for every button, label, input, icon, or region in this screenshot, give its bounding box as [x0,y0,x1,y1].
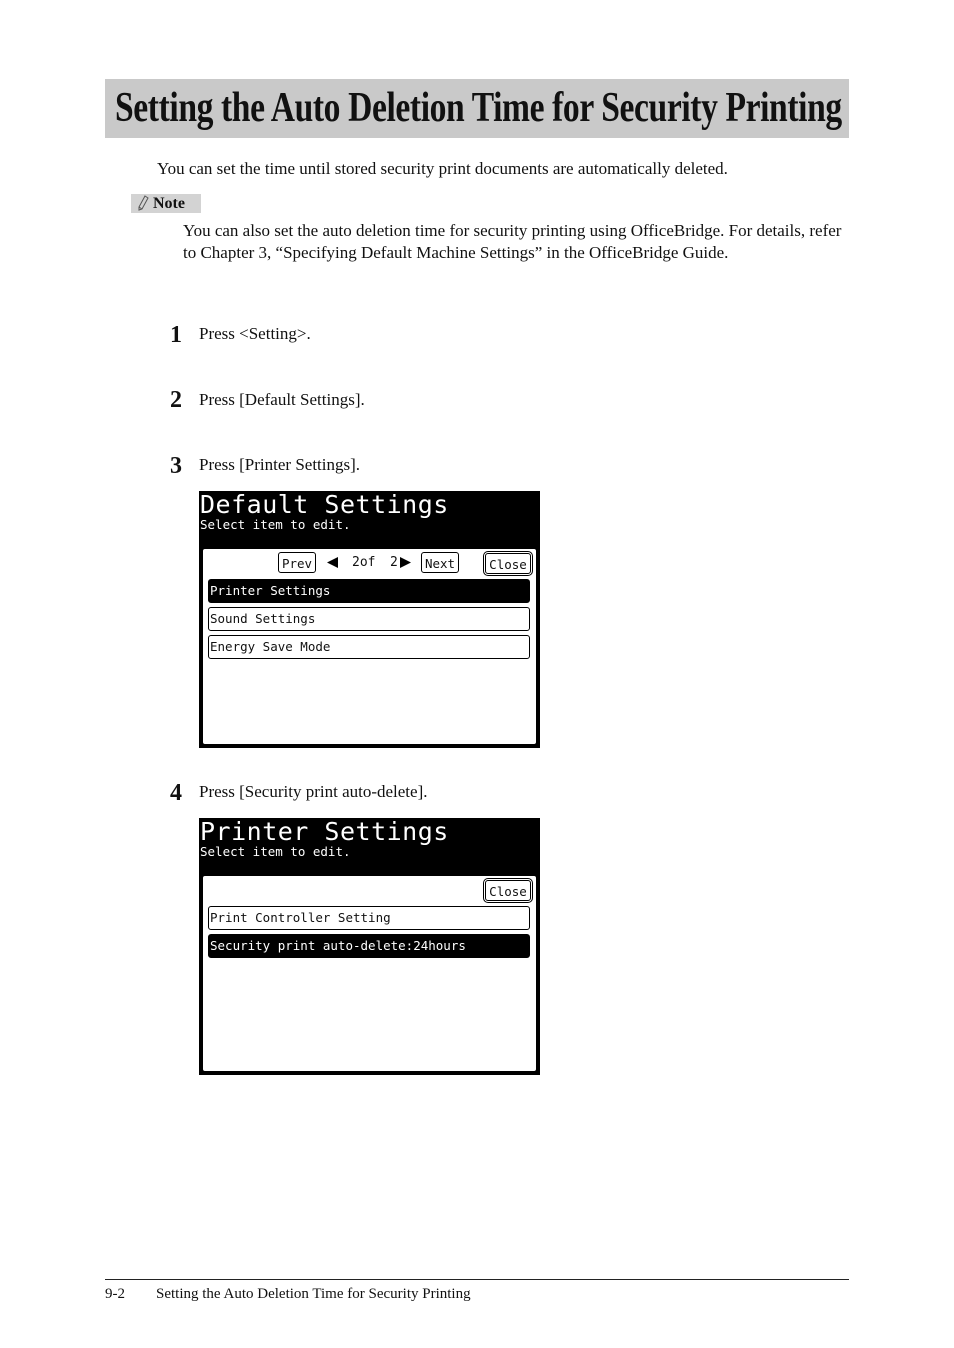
next-button[interactable]: Next [421,552,459,573]
step-text: Press [Printer Settings]. [199,455,361,474]
close-button[interactable]: Close [485,880,531,901]
arrow-right-icon [400,557,411,568]
screen-panel-inner [202,548,537,745]
screen-subtitle: Select item to edit. [200,844,351,859]
menu-item-printer-settings[interactable]: Printer Settings [208,579,530,603]
page-title-bar [105,79,849,138]
step-text: Press <Setting>. [199,324,311,343]
screen-subtitle: Select item to edit. [200,517,351,532]
page-indicator-current: 2of [352,555,376,570]
screen-title: Printer Settings [200,817,449,846]
screen-panel-inner [202,875,537,1072]
page-title: Setting the Auto Deletion Time for Security Printing [115,85,842,131]
footer-divider [105,1279,849,1280]
footer-page-number: 9-2 [105,1286,125,1302]
step-text: Press [Security print auto-delete]. [199,782,428,801]
step-number: 4 [170,780,182,806]
screen-header [199,818,540,873]
menu-item-sound-settings[interactable]: Sound Settings [208,607,530,631]
step-number: 1 [170,322,182,348]
note-badge [131,194,201,213]
note-text: You can also set the auto deletion time for security printing using OfficeBridge. For details, refer to Chapter 3, “Specifying Default Machine Settings” in the OfficeBridge Guide. [183,221,842,262]
menu-item-print-controller-setting[interactable]: Print Controller Setting [208,906,530,930]
prev-button[interactable]: Prev [278,552,316,573]
screen-panel [200,873,539,1074]
step-number: 2 [170,387,182,413]
close-button[interactable]: Close [485,553,531,574]
menu-item-security-print-auto-delete[interactable]: Security print auto-delete:24hours [208,934,530,958]
menu-item-energy-save-mode[interactable]: Energy Save Mode [208,635,530,659]
default-settings-screen [199,491,540,748]
page-indicator-total: 2 [390,555,398,570]
step-text: Press [Default Settings]. [199,390,365,409]
pencil-icon [137,195,149,211]
screen-title: Default Settings [200,490,449,519]
step-number: 3 [170,453,182,479]
screen-panel [200,546,539,747]
note-label: Note [153,195,185,212]
footer-title: Setting the Auto Deletion Time for Security Printing [156,1286,471,1302]
printer-settings-screen [199,818,540,1075]
screen-header [199,491,540,546]
intro-text: You can set the time until stored security print documents are automatically deleted. [157,159,728,178]
arrow-left-icon [327,557,338,568]
